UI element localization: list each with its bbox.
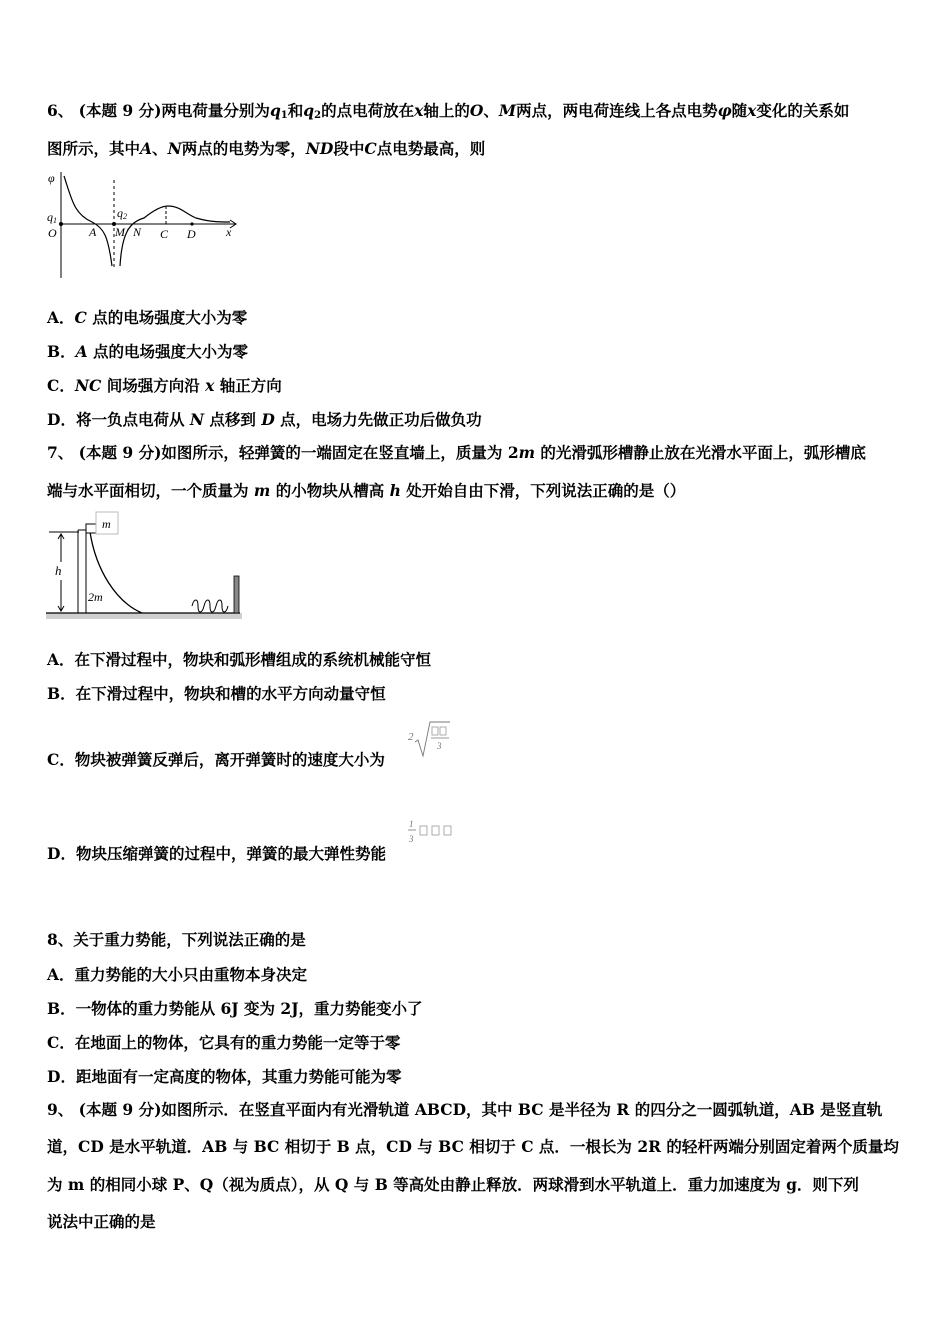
q8-option-a[interactable]: A．重力势能的大小只由重物本身决定 bbox=[47, 965, 308, 984]
svg-text:/: / bbox=[125, 225, 129, 239]
fig-label-D: D bbox=[187, 227, 196, 241]
q8-option-c[interactable]: C．在地面上的物体，它具有的重力势能一定等于零 bbox=[47, 1033, 401, 1052]
q9-stem-line3: 为 m 的相同小球 P、Q（视为质点），从 Q 与 B 等高处由静止释放．两球滑到水平轨道上．重力加速度为 g．则下列 bbox=[47, 1175, 859, 1194]
q7-option-b[interactable]: B．在下滑过程中，物块和槽的水平方向动量守恒 bbox=[47, 684, 386, 703]
fig-label-q2: q2 bbox=[117, 206, 127, 221]
q6-potential-graph bbox=[44, 170, 244, 282]
q8-stem: 8、关于重力势能，下列说法正确的是 bbox=[47, 930, 306, 949]
q7-stem-line2: 端与水平面相切，一个质量为 m 的小物块从槽高 h 处开始自由下滑，下列说法正确的是（） bbox=[47, 481, 686, 500]
fig-label-M: M bbox=[115, 225, 125, 239]
q6-stem-line2: 图所示，其中A、N两点的电势为零，ND段中C点电势最高，则 bbox=[47, 139, 486, 158]
fig-label-O: O bbox=[48, 226, 57, 240]
q7-slide-spring-figure bbox=[44, 510, 244, 622]
fig-label-m: m bbox=[102, 517, 111, 531]
q7-stem-line1: 7、 (本题 9 分)如图所示，轻弹簧的一端固定在竖直墙上，质量为 2m 的光滑弧形槽静止放在光滑水平面上，弧形槽底 bbox=[47, 443, 866, 462]
fig-label-h: h bbox=[55, 563, 62, 578]
svg-text:3: 3 bbox=[409, 834, 414, 844]
q9-stem-line2: 道，CD 是水平轨道．AB 与 BC 相切于 B 点，CD 与 BC 相切于 C 点．一根长为 2R 的轻杆两端分别固定着两个质量均 bbox=[47, 1137, 899, 1156]
q7-option-c[interactable]: C．物块被弹簧反弹后，离开弹簧时的速度大小为 bbox=[47, 750, 385, 769]
q6-option-c[interactable]: C．NC 间场强方向沿 x 轴正方向 bbox=[47, 376, 282, 395]
fig-label-C: C bbox=[160, 227, 169, 241]
fig-label-x: x bbox=[226, 225, 232, 239]
fig-label-2m: 2m bbox=[88, 590, 103, 604]
fig-label-phi: φ bbox=[48, 171, 55, 185]
svg-text:1: 1 bbox=[409, 819, 414, 829]
q7-option-d-formula bbox=[406, 816, 460, 850]
q7-option-c-formula bbox=[406, 718, 454, 760]
q9-stem-line4: 说法中正确的是 bbox=[47, 1212, 156, 1231]
fig-label-q1: q1 bbox=[47, 210, 57, 225]
svg-text:2: 2 bbox=[408, 731, 414, 743]
q6-option-a[interactable]: A．C 点的电场强度大小为零 bbox=[47, 308, 248, 327]
q8-option-b[interactable]: B．一物体的重力势能从 6J 变为 2J，重力势能变小了 bbox=[47, 999, 423, 1018]
fig-label-N: N bbox=[133, 225, 142, 239]
q6-option-b[interactable]: B．A 点的电场强度大小为零 bbox=[47, 342, 249, 361]
svg-text:3: 3 bbox=[437, 741, 442, 751]
fig-label-A: A bbox=[89, 225, 97, 239]
q9-stem-line1: 9、 (本题 9 分)如图所示．在竖直平面内有光滑轨道 ABCD，其中 BC 是半径为 R 的四分之一圆弧轨道，AB 是竖直轨 bbox=[47, 1100, 883, 1119]
q7-option-d[interactable]: D．物块压缩弹簧的过程中，弹簧的最大弹性势能 bbox=[47, 844, 386, 863]
q7-option-a[interactable]: A．在下滑过程中，物块和弧形槽组成的系统机械能守恒 bbox=[47, 650, 432, 669]
q8-option-d[interactable]: D．距地面有一定高度的物体，其重力势能可能为零 bbox=[47, 1067, 402, 1086]
q6-stem-line1: 6、 (本题 9 分)两电荷量分别为$q_1$和$q_2$的点电荷放在x轴上的O、M两点，两电荷连线上各点电势φ随x变化的关系如 bbox=[47, 101, 850, 121]
q6-option-d[interactable]: D．将一负点电荷从 N 点移到 D 点，电场力先做正功后做负功 bbox=[47, 410, 482, 429]
